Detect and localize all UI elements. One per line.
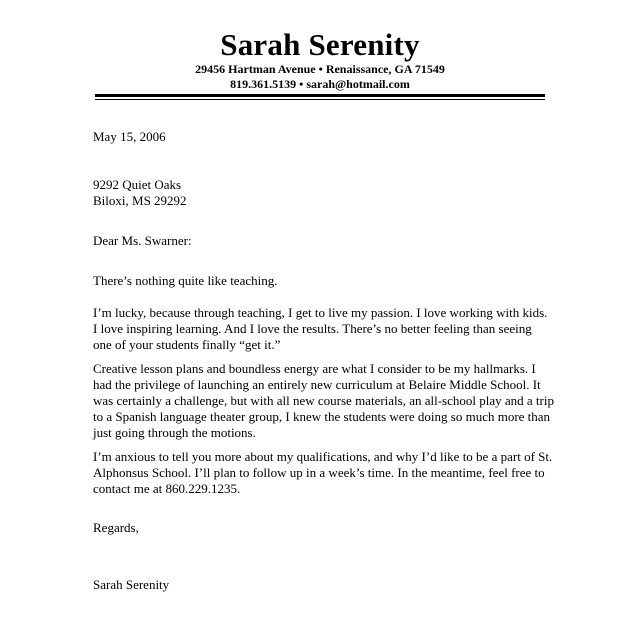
salutation: Dear Ms. Swarner: — [93, 233, 192, 248]
paragraph-line: contact me at 860.229.1235. — [93, 481, 241, 496]
paragraph-line: was certainly a challenge, but with all new course materials, an all-school play and a trip — [93, 393, 554, 408]
paragraph-line: Creative lesson plans and boundless energy are what I consider to be my hallmarks. I — [93, 361, 536, 376]
paragraph-line: had the privilege of launching an entirely new curriculum at Belaire Middle School. It — [93, 377, 541, 392]
paragraph-line: one of your students finally “get it.” — [93, 337, 281, 352]
signature-name: Sarah Serenity — [93, 577, 170, 592]
recipient-address-line: 9292 Quiet Oaks — [93, 177, 182, 192]
paragraph-line: to a Spanish language theater group, I knew the students were doing so much more than — [93, 409, 551, 424]
paragraph-line: I’m lucky, because through teaching, I get to live my passion. I love working with kids. — [93, 305, 548, 320]
letterhead — [0, 28, 640, 92]
paragraph-1 — [93, 273, 603, 289]
paragraph-line: There’s nothing quite like teaching. — [93, 273, 278, 288]
sender-name: Sarah Serenity — [220, 27, 420, 62]
letter-date: May 15, 2006 — [93, 129, 166, 144]
sender-phone-email: 819.361.5139 • sarah@hotmail.com — [230, 77, 410, 91]
paragraph-line: just going through the motions. — [93, 425, 256, 440]
recipient-address — [93, 177, 603, 209]
letterhead-rule-thin — [95, 99, 545, 100]
paragraph-4 — [93, 449, 603, 497]
paragraph-3 — [93, 361, 603, 441]
paragraph-line: I’m anxious to tell you more about my qualifications, and why I’d like to be a part of St. — [93, 449, 553, 464]
paragraph-2 — [93, 305, 603, 353]
recipient-address-line: Biloxi, MS 29292 — [93, 193, 187, 208]
sender-address: 29456 Hartman Avenue • Renaissance, GA 71549 — [195, 62, 445, 76]
paragraph-line: I love inspiring learning. And I love the results. There’s no better feeling than seeing — [93, 321, 532, 336]
letterhead-rule-thick — [95, 94, 545, 97]
paragraph-line: Alphonsus School. I’ll plan to follow up in a week’s time. In the meantime, feel free to — [93, 465, 545, 480]
closing: Regards, — [93, 520, 139, 535]
